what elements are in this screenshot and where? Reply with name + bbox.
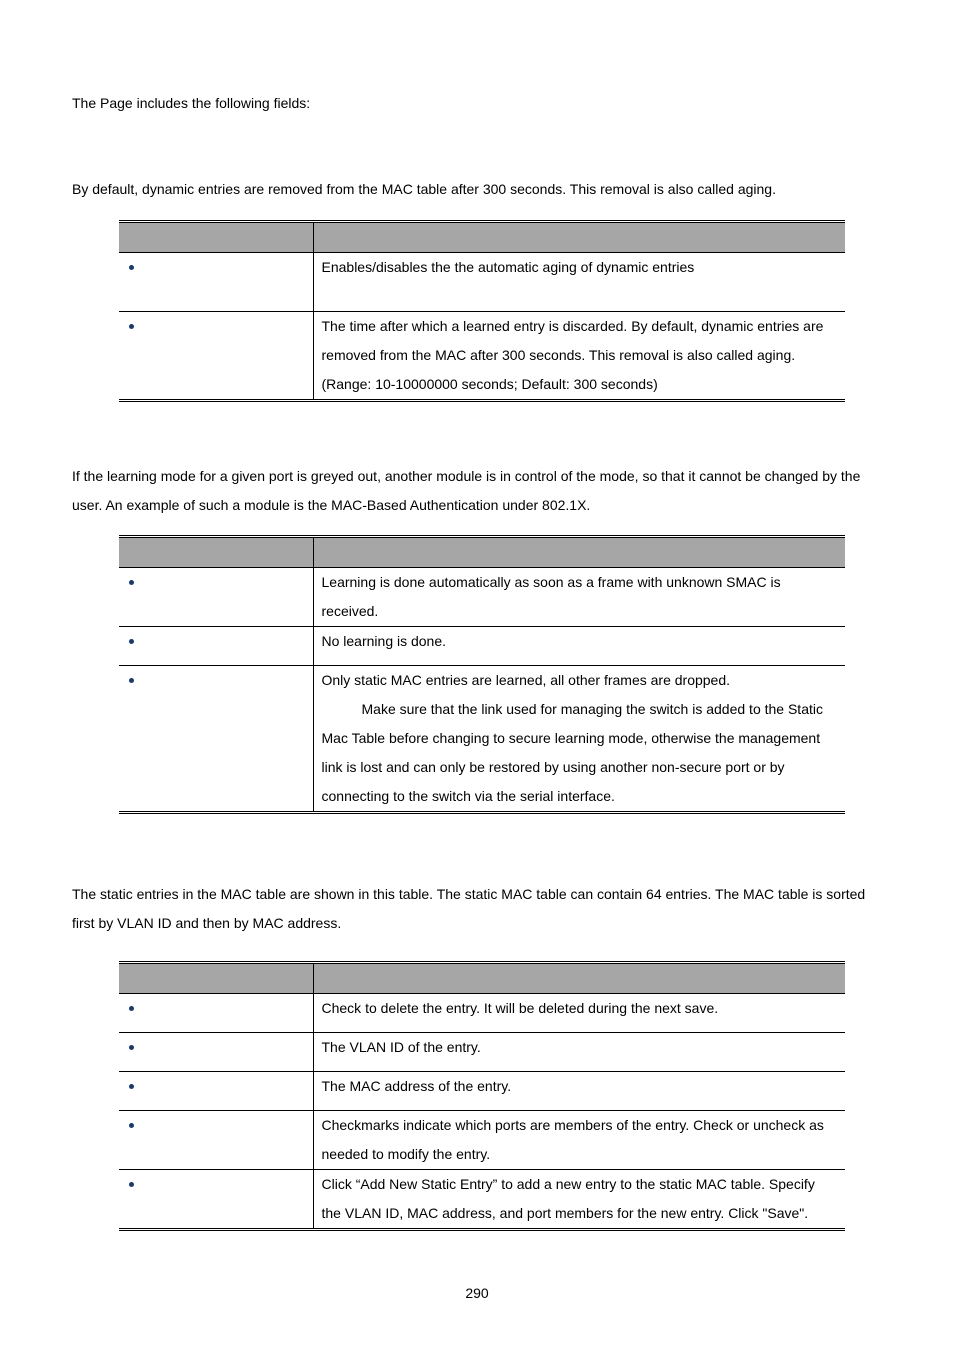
object-cell (119, 994, 313, 1033)
object-cell (119, 666, 313, 813)
description-cell (313, 312, 845, 401)
description-line: Check to delete the entry. It will be deleted during the next save. (321, 1000, 719, 1016)
aging-paragraph: By default, dynamic entries are removed from the MAC table after 300 seconds. This removal is also called aging. (72, 181, 776, 197)
table-header-row (119, 537, 845, 568)
description-cell (313, 1072, 845, 1111)
description-cell (313, 253, 845, 312)
header-cell-description (313, 963, 845, 994)
object-cell (119, 627, 313, 666)
object-cell (119, 1033, 313, 1072)
intro-text: The Page includes the following fields: (72, 95, 311, 111)
description-cell (313, 627, 845, 666)
description-line: The MAC address of the entry. (321, 1078, 512, 1094)
description-cell (313, 1033, 845, 1072)
header-cell-object (119, 537, 313, 568)
note-line: connecting to the switch via the serial interface. (321, 788, 615, 804)
table-row (119, 1111, 845, 1170)
header-cell-description (313, 222, 845, 253)
table-row (119, 1033, 845, 1072)
object-cell (119, 1111, 313, 1170)
object-cell (119, 1072, 313, 1111)
description-line: the VLAN ID, MAC address, and port members for the new entry. Click "Save". (321, 1205, 809, 1221)
description-cell (313, 1111, 845, 1170)
paragraph-line: first by VLAN ID and then by MAC address. (72, 915, 342, 931)
bullet-icon (129, 324, 134, 329)
aging-table (119, 220, 845, 402)
table-header-row (119, 222, 845, 253)
table-header-row (119, 963, 845, 994)
description-line: removed from the MAC after 300 seconds. This removal is also called aging. (321, 347, 796, 363)
object-cell (119, 312, 313, 401)
note-line: Mac Table before changing to secure learning mode, otherwise the management (321, 730, 821, 746)
note-line: Make sure that the link used for managing the switch is added to the Static (361, 701, 823, 717)
table-row (119, 253, 845, 312)
object-cell (119, 253, 313, 312)
table-row (119, 627, 845, 666)
page-number: 290 (465, 1285, 489, 1301)
description-line: Enables/disables the the automatic aging of dynamic entries (321, 259, 695, 275)
table-row (119, 994, 845, 1033)
description-line: The time after which a learned entry is discarded. By default, dynamic entries are (321, 318, 824, 334)
bullet-icon (129, 1123, 134, 1128)
description-line: Only static MAC entries are learned, all other frames are dropped. (321, 672, 731, 688)
bullet-icon (129, 580, 134, 585)
header-cell-object (119, 963, 313, 994)
object-cell (119, 568, 313, 627)
static-paragraph (72, 880, 884, 938)
table-row (119, 1072, 845, 1111)
description-cell (313, 568, 845, 627)
object-cell (119, 1170, 313, 1230)
table-row (119, 666, 845, 813)
table-row (119, 568, 845, 627)
description-cell (313, 1170, 845, 1230)
description-line: No learning is done. (321, 633, 447, 649)
description-line: needed to modify the entry. (321, 1146, 491, 1162)
description-cell (313, 666, 845, 813)
description-cell (313, 994, 845, 1033)
bullet-icon (129, 1084, 134, 1089)
bullet-icon (129, 1045, 134, 1050)
bullet-icon (129, 639, 134, 644)
paragraph-line: If the learning mode for a given port is greyed out, another module is in control of the mode, so that it cannot be changed by the (72, 468, 861, 484)
description-line: Click “Add New Static Entry” to add a new entry to the static MAC table. Specify (321, 1176, 815, 1192)
description-line: received. (321, 603, 379, 619)
static-table (119, 961, 845, 1231)
paragraph-line: user. An example of such a module is the MAC-Based Authentication under 802.1X. (72, 497, 591, 513)
bullet-icon (129, 1006, 134, 1011)
learning-paragraph (72, 462, 884, 520)
bullet-icon (129, 265, 134, 270)
header-cell-description (313, 537, 845, 568)
description-line: The VLAN ID of the entry. (321, 1039, 481, 1055)
table-row (119, 312, 845, 401)
table-row (119, 1170, 845, 1230)
description-line: Learning is done automatically as soon as a frame with unknown SMAC is (321, 574, 781, 590)
description-line: (Range: 10-10000000 seconds; Default: 300 seconds) (321, 376, 658, 392)
note-line: link is lost and can only be restored by using another non-secure port or by (321, 759, 785, 775)
paragraph-line: The static entries in the MAC table are shown in this table. The static MAC table can contain 64 entries. The MAC table is sorted (72, 886, 866, 902)
learning-table (119, 535, 845, 814)
bullet-icon (129, 678, 134, 683)
description-line: Checkmarks indicate which ports are members of the entry. Check or uncheck as (321, 1117, 824, 1133)
header-cell-object (119, 222, 313, 253)
bullet-icon (129, 1182, 134, 1187)
